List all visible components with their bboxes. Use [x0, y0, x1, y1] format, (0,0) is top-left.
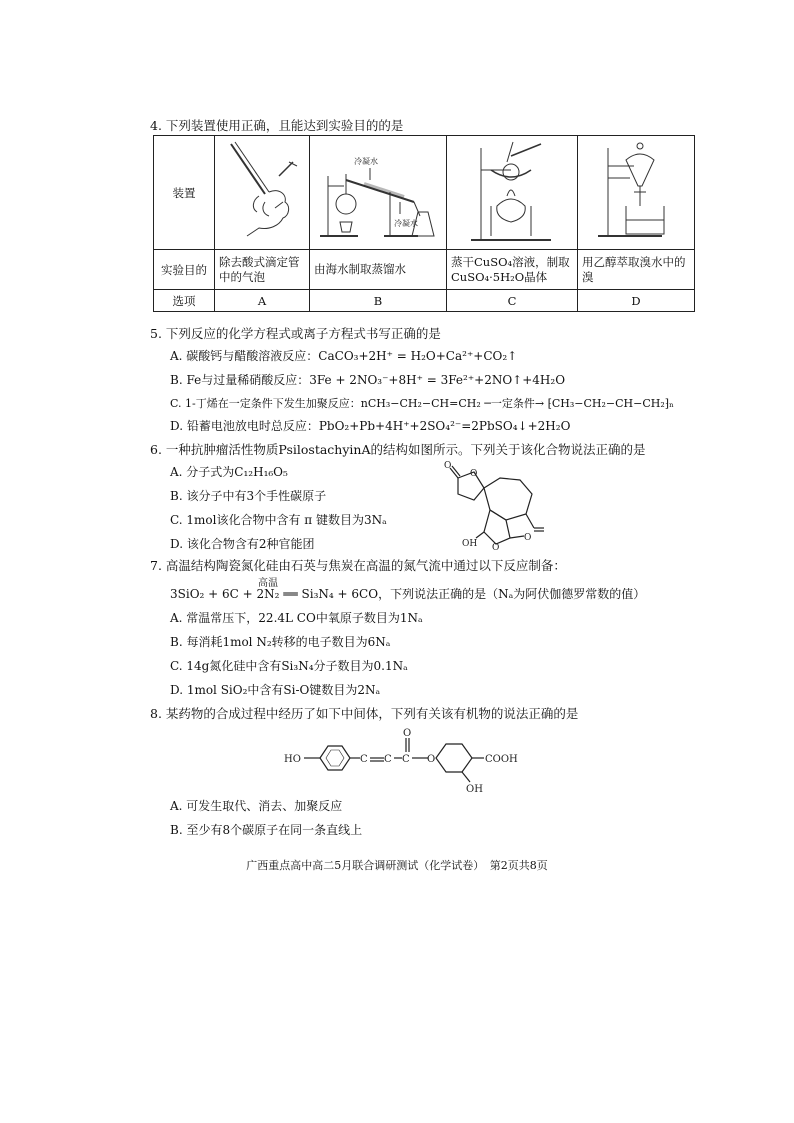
q6-option-b: B. 该分子中有3个手性碳原子 [170, 489, 327, 503]
q8-option-a: A. 可发生取代、消去、加聚反应 [170, 799, 343, 813]
oh-label: OH [462, 539, 478, 549]
o-link-label: O [427, 754, 436, 765]
q7-option-c: C. 14g氮化硅中含有Si₃N₄分子数目为0.1Nₐ [170, 659, 408, 673]
c2-label: C [384, 754, 392, 765]
q7-option-a: A. 常温常压下，22.4L CO中氧原子数目为1Nₐ [170, 611, 423, 625]
q8-stem: 8. 某药物的合成过程中经历了如下中间体，下列有关该有机物的说法正确的是 [150, 706, 579, 721]
option-c: C [447, 290, 578, 312]
q4-stem: 4. 下列装置使用正确，且能达到实验目的的是 [150, 118, 404, 133]
o-top-label: O [403, 728, 412, 739]
burette-hand-icon [219, 136, 305, 246]
apparatus-c [447, 136, 578, 250]
row-label-purpose: 实验目的 [154, 250, 215, 290]
o-ring-label: O [470, 469, 478, 479]
q6-stem: 6. 一种抗肿瘤活性物质PsilostachyinA的结构如图所示。下列关于该化合物说法正确的是 [150, 442, 646, 457]
row-label-option: 选项 [154, 290, 215, 312]
q5-option-d: D. 铅蓄电池放电时总反应：PbO₂+Pb+4H⁺+2SO₄²⁻=2PbSO₄↓+2H₂O [170, 419, 571, 433]
q8-intermediate-structure [280, 726, 540, 796]
q5-option-b: B. Fe与过量稀硝酸反应：3Fe + 2NO₃⁻+8H⁺ = 3Fe²⁺+2NO↑+4H₂O [170, 373, 566, 387]
o-top-label: O [444, 461, 452, 471]
q6-option-d: D. 该化合物含有2种官能团 [170, 537, 315, 551]
option-a: A [215, 290, 310, 312]
apparatus-a [215, 136, 310, 250]
distillation-apparatus-icon [314, 136, 442, 246]
c3-label: C [402, 754, 410, 765]
option-b: B [310, 290, 447, 312]
c1-label: C [360, 754, 368, 765]
condenser-water-bottom-label: 冷凝水 [394, 219, 418, 228]
o-lactone-label: O [492, 543, 500, 550]
separatory-funnel-icon [582, 136, 690, 246]
page-footer: 广西重点高中高二5月联合调研测试（化学试卷） 第2页共8页 [246, 859, 548, 872]
ho-label: HO [284, 754, 301, 765]
q5-option-a: A. 碳酸钙与醋酸溶液反应：CaCO₃+2H⁺ = H₂O+Ca²⁺+CO₂↑ [170, 349, 518, 363]
condenser-water-top-label: 冷凝水 [354, 157, 378, 166]
cooh-label: COOH [485, 754, 518, 765]
row-label-apparatus: 装置 [154, 136, 215, 250]
q5-stem: 5. 下列反应的化学方程式或离子方程式书写正确的是 [150, 326, 441, 341]
q7-equation: 3SiO₂ + 6C + 2N₂ ══ Si₃N₄ + 6CO [170, 587, 379, 601]
q7-equation-line [170, 586, 645, 602]
purpose-b: 由海水制取蒸馏水 [310, 250, 447, 290]
q6-option-a: A. 分子式为C₁₂H₁₆O₅ [170, 465, 288, 479]
q8-option-b: B. 至少有8个碳原子在同一条直线上 [170, 823, 363, 837]
evaporation-apparatus-icon [451, 136, 573, 246]
purpose-c: 蒸干CuSO₄溶液，制取CuSO₄·5H₂O晶体 [447, 250, 578, 290]
q4-apparatus-table [153, 135, 695, 312]
q5-option-c: C. 1-丁烯在一定条件下发生加聚反应：nCH₃−CH₂−CH=CH₂ ─一定条件→ ⁅CH₃−CH₂−CH−CH₂⁆ₙ [170, 397, 674, 410]
q7-stem2: ，下列说法正确的是（Nₐ为阿伏伽德罗常数的值） [378, 587, 646, 601]
q6-option-c: C. 1mol该化合物中含有 π 键数目为3Nₐ [170, 513, 387, 527]
purpose-d: 用乙醇萃取溴水中的溴 [578, 250, 695, 290]
oh-label: OH [466, 784, 483, 795]
exam-page: 4. 下列装置使用正确，且能达到实验目的的是 装置 冷凝水 冷凝水 实验目的 除去酸式滴定管中的气泡 由海水制取蒸馏水 蒸干CuSO₄溶液，制取CuSO₄·5H₂O晶体 用乙醇萃取溴水中的溴 选项 A B C D 5. 下列反应的化学方程式或离子方程式书写正确的是 A. 碳酸钙与醋酸溶液反应：CaCO₃+2H⁺ = H₂O+Ca²⁺+CO₂↑ B. Fe与过量稀硝酸反应：3Fe + 2NO₃⁻+8H⁺ = 3Fe²⁺+2NO↑+4H₂O C. 1-丁烯在一定条件下发生加聚反应：nCH₃−CH₂−CH=CH₂ ─一定条件→ ⁅CH₃−CH₂−CH−CH₂⁆ₙ D. 铅蓄电池放电时总反应：PbO₂+Pb+4H⁺+2SO₄²⁻=2PbSO₄↓+2H₂O 6. 一种抗肿瘤活性物质PsilostachyinA的结构如图所示。下列关于该化合物说法正确的是 A. 分子式为C₁₂H₁₆O₅ B. 该分子中有3个手性碳原子 C. 1mol该化合物中含有 π 键数目为3Nₐ D. 该化合物含有2种官能团 O O OH O O 7. 高温结构陶瓷氮化硅由石英与焦炭在高温的氮气流中通过以下反应制备： 高温 3SiO₂ + 6C + 2N₂ ══ Si₃N₄ + 6CO，下列说法正确的是（Nₐ为阿伏伽德罗常数的值） A. 常温常压下，22.4L CO中氧原子数目为1Nₐ B. 每消耗1mol N₂转移的电子数目为6Nₐ C. 14g氮化硅中含有Si₃N₄分子数目为0.1Nₐ D. 1mol SiO₂中含有Si-O键数目为2Nₐ 8. 某药物的合成过程中经历了如下中间体，下列有关该有机物的说法正确的是 HO C C C O O COOH OH A. 可发生取代、消去、加聚反应 B. 至少有8个碳原子在同一条直线上 广西重点高中高二5月联合调研测试（化学试卷） 第2页共8页 [0, 0, 794, 1123]
apparatus-d [578, 136, 695, 250]
option-d: D [578, 290, 695, 312]
q7-option-d: D. 1mol SiO₂中含有Si-O键数目为2Nₐ [170, 683, 381, 697]
q7-stem: 7. 高温结构陶瓷氮化硅由石英与焦炭在高温的氮气流中通过以下反应制备： [150, 558, 566, 573]
apparatus-b [310, 136, 447, 250]
o-carbonyl-label: O [524, 533, 532, 543]
purpose-a: 除去酸式滴定管中的气泡 [215, 250, 310, 290]
psilostachyin-structure [440, 460, 560, 550]
q7-option-b: B. 每消耗1mol N₂转移的电子数目为6Nₐ [170, 635, 391, 649]
